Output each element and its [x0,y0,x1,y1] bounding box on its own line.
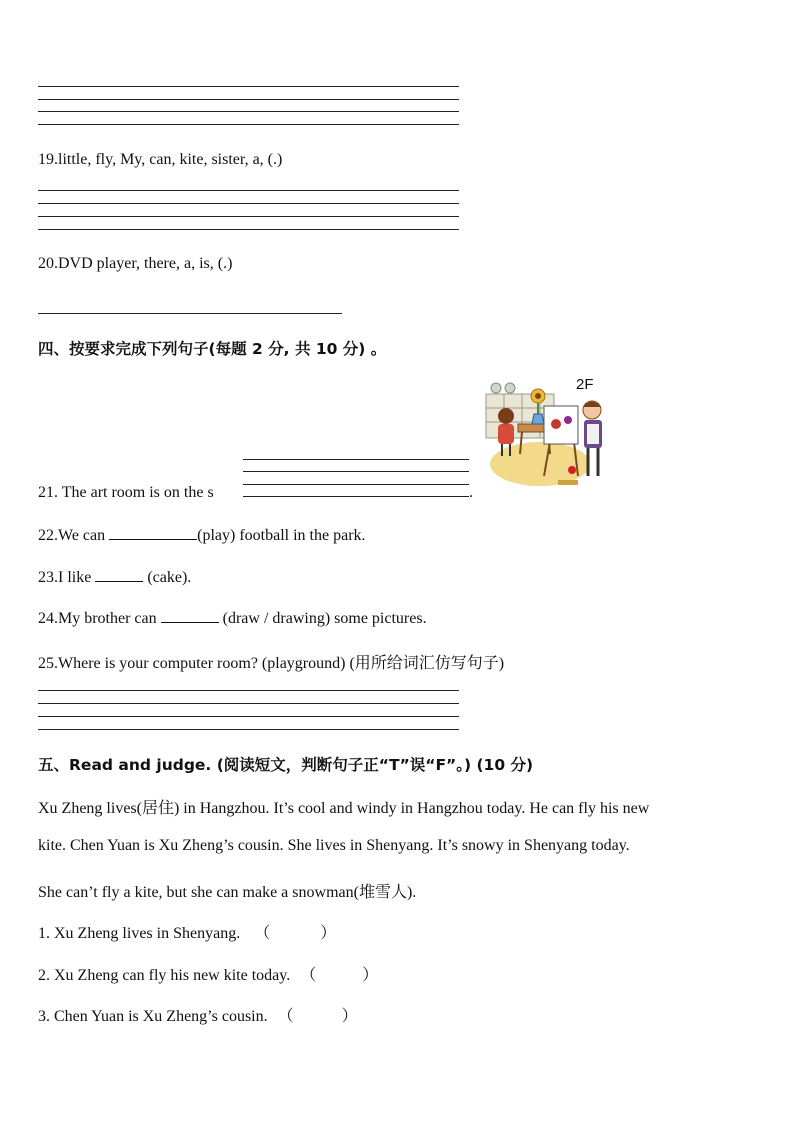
question-24: 24.My brother can (draw / drawing) some pictures. [38,610,427,627]
blank-field[interactable] [161,608,219,623]
answer-bracket[interactable]: （ ） [300,967,379,984]
question-21: 21. The art room is on the s [38,484,214,501]
answer-line[interactable] [38,86,459,87]
answer-line[interactable] [38,729,459,730]
answer-line[interactable] [38,313,342,314]
blank-field[interactable] [95,567,143,582]
answer-line[interactable] [38,216,459,217]
answer-line[interactable] [38,190,459,191]
art-room-illustration [484,380,612,492]
answer-line[interactable] [38,99,459,100]
passage-line: kite. Chen Yuan is Xu Zheng’s cousin. She lives in Shenyang. It’s snowy in Shenyang today. [38,837,630,854]
answer-line[interactable] [243,496,469,497]
answer-line[interactable] [38,716,459,717]
answer-line[interactable] [243,484,469,485]
answer-line[interactable] [38,229,459,230]
blank-field[interactable] [109,525,197,540]
judge-item-3: 3. Chen Yuan is Xu Zheng’s cousin. （ ） [38,1003,358,1026]
answer-line[interactable] [38,124,459,125]
answer-line[interactable] [38,203,459,204]
floor-label: 2F [576,376,594,393]
question-25: 25.Where is your computer room? (playground) (用所给词汇仿写句子) [38,655,505,672]
answer-line[interactable] [38,703,459,704]
question-23: 23.I like (cake). [38,569,192,586]
section-5-heading: 五、Read and judge. (阅读短文，判断句子正“T”误“F”。) (10 分) [38,756,534,774]
answer-line[interactable] [38,690,459,691]
question-19: 19.little, fly, My, can, kite, sister, a, (.) [38,151,283,168]
question-22: 22.We can (play) football in the park. [38,527,366,544]
section-4-heading: 四、按要求完成下列句子(每题 2 分, 共 10 分) 。 [38,340,387,358]
passage-line: She can’t fly a kite, but she can make a snowman(堆雪人). [38,884,417,901]
answer-bracket[interactable]: （ ） [277,1008,358,1025]
answer-line[interactable] [243,471,469,472]
passage-line: Xu Zheng lives(居住) in Hangzhou. It’s cool and windy in Hangzhou today. He can fly his new [38,800,650,817]
judge-item-2: 2. Xu Zheng can fly his new kite today. （ ） [38,962,378,985]
answer-bracket[interactable]: （ ） [254,925,337,942]
answer-line[interactable] [38,111,459,112]
question-21-end: . [469,484,473,501]
question-20: 20.DVD player, there, a, is, (.) [38,255,233,272]
judge-item-1: 1. Xu Zheng lives in Shenyang. （ ） [38,920,336,943]
answer-line[interactable] [243,459,469,460]
